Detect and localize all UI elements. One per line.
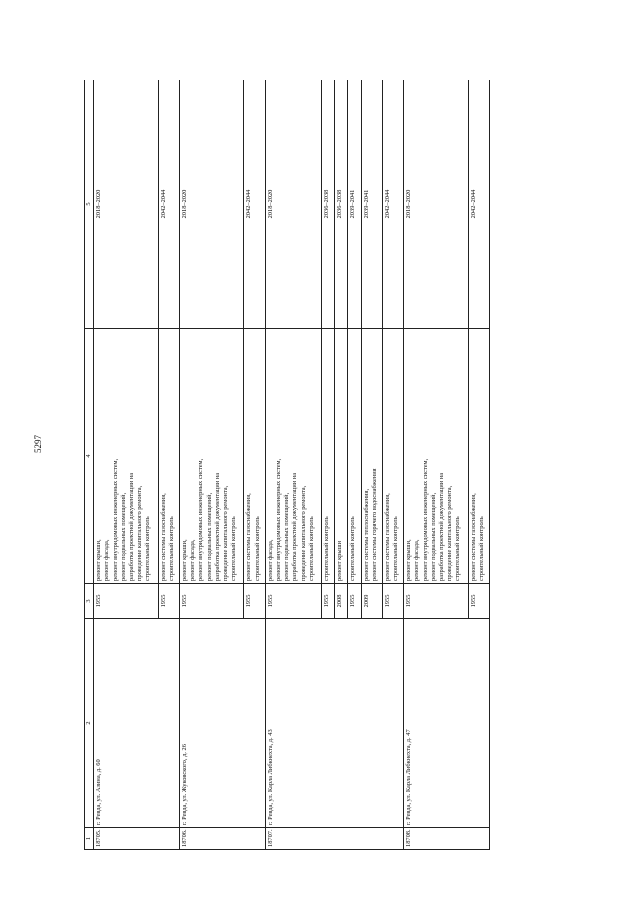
work-type-line: ремонт системы газоснабжения, <box>245 493 253 581</box>
work-type-line: ремонт фасада, <box>266 539 274 581</box>
work-types <box>361 329 382 584</box>
work-types <box>468 329 489 584</box>
construction-year: 2009 <box>361 584 382 619</box>
work-type-line: строительный контроль <box>477 516 485 581</box>
work-type-line: ремонт крыши, <box>95 539 103 581</box>
work-type-line: ремонт крыши <box>336 540 344 581</box>
building-address: г. Ревда, ул. Карла Либкнехта, д. 43 <box>265 619 404 828</box>
work-type-line: ремонт крыши, <box>405 539 413 581</box>
repair-period: 2042–2044 <box>158 80 179 329</box>
header-cell-5: 5 <box>85 80 94 329</box>
work-types <box>179 329 243 584</box>
repair-period: 2036–2038 <box>321 80 334 329</box>
work-types <box>348 329 361 584</box>
work-types <box>335 329 348 584</box>
work-type-line: ремонт фасада, <box>189 539 197 581</box>
repair-period: 2018–2020 <box>94 80 158 329</box>
construction-year: 1955 <box>94 584 158 619</box>
work-type-line: ремонт фасада, <box>413 539 421 581</box>
work-type-line: проведение капитального ремонта, <box>136 485 144 581</box>
work-types <box>265 329 321 584</box>
work-type-line: разработка проектной документации на <box>291 472 299 581</box>
work-type-line: ремонт внутридомовых инженерных систем, <box>274 458 282 581</box>
construction-year: 1955 <box>321 584 334 619</box>
table-row <box>94 80 158 850</box>
work-type-line: ремонт внутридомовых инженерных систем, <box>197 458 205 581</box>
header-cell-2: 2 <box>85 619 94 828</box>
work-type-line: проведение капитального ремонта, <box>299 485 307 581</box>
header-cell-4: 4 <box>85 329 94 584</box>
work-type-line: строительный контроль <box>454 516 462 581</box>
work-type-line: разработка проектной документации на <box>127 472 135 581</box>
construction-year: 1955 <box>179 584 243 619</box>
repair-period: 2018–2020 <box>179 80 243 329</box>
work-types <box>94 329 158 584</box>
building-address: г. Ревда, ул. Карла Либкнехта, д. 47 <box>404 619 490 828</box>
work-type-line: проведение капитального ремонта, <box>446 485 454 581</box>
work-type-line: ремонт системы газоснабжения, <box>469 493 477 581</box>
building-number: 18706. <box>179 828 265 850</box>
building-address: г. Ревда, ул. Жуковского, д. 26 <box>179 619 265 828</box>
work-type-line: ремонт внутридомовых инженерных систем, <box>111 458 119 581</box>
page-number: 5297 <box>33 435 43 453</box>
work-type-line: ремонт внутридомовых инженерных систем, <box>421 458 429 581</box>
construction-year: 1955 <box>158 584 179 619</box>
work-type-line: строительный контроль <box>322 516 330 581</box>
work-type-line: строительный контроль <box>307 516 315 581</box>
work-type-line: ремонт подвальных помещений, <box>119 492 127 581</box>
repair-period: 2042–2044 <box>244 80 265 329</box>
construction-year: 1955 <box>348 584 361 619</box>
repair-period: 2042–2044 <box>382 80 403 329</box>
work-type-line: ремонт системы газоснабжения, <box>383 493 391 581</box>
header-row <box>85 80 94 850</box>
work-types <box>321 329 334 584</box>
work-type-line: строительный контроль <box>253 516 261 581</box>
work-type-line: разработка проектной документации на <box>213 472 221 581</box>
construction-year: 1955 <box>382 584 403 619</box>
work-type-line: ремонт подвальных помещений, <box>429 492 437 581</box>
building-address: г. Ревда, ул. Азина, д. 60 <box>94 619 180 828</box>
work-type-line: ремонт системы горячего водоснабжения <box>370 468 378 581</box>
table-row <box>179 80 243 850</box>
header-cell-1: 1 <box>85 828 94 850</box>
work-type-line: проведение капитального ремонта, <box>221 485 229 581</box>
construction-year: 2008 <box>335 584 348 619</box>
table-row <box>265 80 321 850</box>
repair-period: 2039–2041 <box>348 80 361 329</box>
repair-period: 2018–2020 <box>265 80 321 329</box>
work-type-line: ремонт подвальных помещений, <box>205 492 213 581</box>
repair-period: 2018–2020 <box>404 80 468 329</box>
work-type-line: ремонт подвальных помещений, <box>283 492 291 581</box>
repair-period: 2039–2041 <box>361 80 382 329</box>
building-number: 18705. <box>94 828 180 850</box>
work-type-line: строительный контроль <box>167 516 175 581</box>
repair-period: 2042–2044 <box>468 80 489 329</box>
work-type-line: ремонт фасада, <box>103 539 111 581</box>
work-types <box>158 329 179 584</box>
work-type-line: разработка проектной документации на <box>438 472 446 581</box>
work-type-line: ремонт системы теплоснабжения, <box>362 488 370 581</box>
construction-year: 1955 <box>468 584 489 619</box>
work-type-line: строительный контроль <box>349 516 357 581</box>
table-row <box>404 80 468 850</box>
construction-year: 1955 <box>404 584 468 619</box>
construction-year: 1955 <box>244 584 265 619</box>
work-types <box>404 329 468 584</box>
work-type-line: строительный контроль <box>392 516 400 581</box>
header-cell-3: 3 <box>85 584 94 619</box>
work-type-line: строительный контроль <box>230 516 238 581</box>
work-types <box>382 329 403 584</box>
building-number: 18707. <box>265 828 404 850</box>
work-type-line: ремонт крыши, <box>180 539 188 581</box>
repair-schedule-table <box>84 80 490 850</box>
construction-year: 1955 <box>265 584 321 619</box>
work-types <box>244 329 265 584</box>
repair-schedule-table-area <box>84 80 600 850</box>
work-type-line: ремонт системы газоснабжения, <box>159 493 167 581</box>
repair-period: 2036–2038 <box>335 80 348 329</box>
work-type-line: строительный контроль <box>144 516 152 581</box>
building-number: 18708. <box>404 828 490 850</box>
